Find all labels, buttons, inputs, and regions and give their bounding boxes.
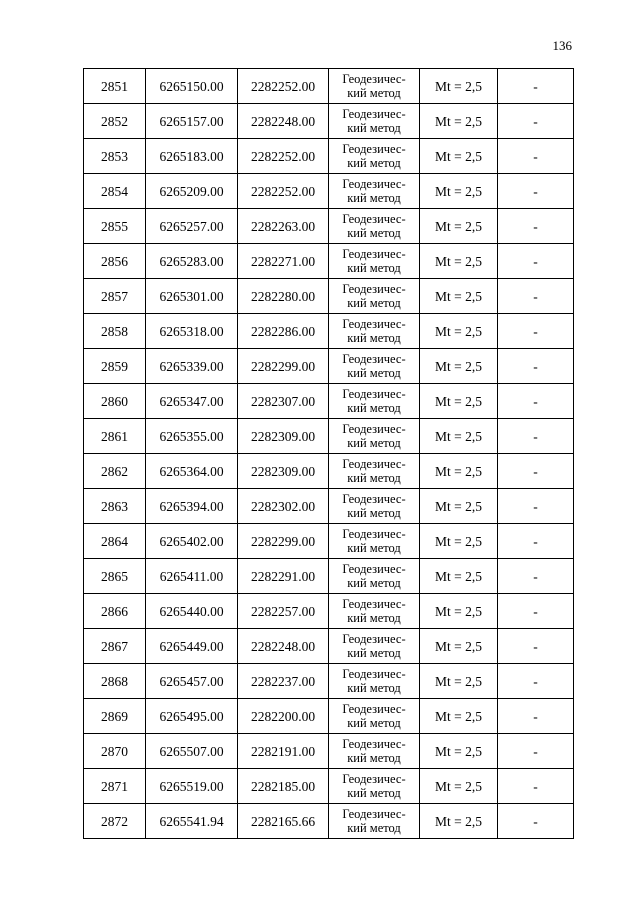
note-cell: - (498, 664, 574, 699)
method-cell (329, 279, 420, 314)
note-cell: - (498, 384, 574, 419)
table-row (84, 734, 574, 769)
y-coordinate-cell: 2282248.00 (238, 629, 329, 664)
table-row (84, 594, 574, 629)
method-text-line-2: кий метод (347, 681, 401, 695)
method-text-line-2: кий метод (347, 436, 401, 450)
accuracy-cell: Mt = 2,5 (420, 104, 498, 139)
method-text-line-1: Геодезичес- (342, 737, 406, 751)
table-row (84, 769, 574, 804)
method-text-line-1: Геодезичес- (342, 597, 406, 611)
y-coordinate-cell: 2282237.00 (238, 664, 329, 699)
accuracy-cell: Mt = 2,5 (420, 524, 498, 559)
table-row (84, 559, 574, 594)
accuracy-cell: Mt = 2,5 (420, 419, 498, 454)
x-coordinate-cell: 6265209.00 (146, 174, 238, 209)
y-coordinate-cell: 2282299.00 (238, 349, 329, 384)
point-number-cell: 2863 (84, 489, 146, 524)
point-number-cell: 2856 (84, 244, 146, 279)
x-coordinate-cell: 6265318.00 (146, 314, 238, 349)
method-text-line-2: кий метод (347, 786, 401, 800)
method-text-line-1: Геодезичес- (342, 177, 406, 191)
accuracy-cell: Mt = 2,5 (420, 174, 498, 209)
method-cell (329, 629, 420, 664)
y-coordinate-cell: 2282299.00 (238, 524, 329, 559)
x-coordinate-cell: 6265157.00 (146, 104, 238, 139)
accuracy-cell: Mt = 2,5 (420, 279, 498, 314)
coordinates-table-body (84, 69, 574, 839)
x-coordinate-cell: 6265257.00 (146, 209, 238, 244)
method-text-line-1: Геодезичес- (342, 562, 406, 576)
point-number-cell: 2861 (84, 419, 146, 454)
method-text-line-2: кий метод (347, 716, 401, 730)
note-cell: - (498, 734, 574, 769)
table-row (84, 489, 574, 524)
note-cell: - (498, 489, 574, 524)
y-coordinate-cell: 2282271.00 (238, 244, 329, 279)
method-cell (329, 104, 420, 139)
accuracy-cell: Mt = 2,5 (420, 349, 498, 384)
y-coordinate-cell: 2282191.00 (238, 734, 329, 769)
method-text-line-1: Геодезичес- (342, 107, 406, 121)
x-coordinate-cell: 6265347.00 (146, 384, 238, 419)
table-row (84, 209, 574, 244)
method-text-line-2: кий метод (347, 576, 401, 590)
table-row (84, 804, 574, 839)
note-cell: - (498, 594, 574, 629)
note-cell: - (498, 629, 574, 664)
point-number-cell: 2867 (84, 629, 146, 664)
table-row (84, 69, 574, 104)
table-row (84, 384, 574, 419)
point-number-cell: 2851 (84, 69, 146, 104)
table-row (84, 664, 574, 699)
note-cell: - (498, 454, 574, 489)
accuracy-cell: Mt = 2,5 (420, 804, 498, 839)
x-coordinate-cell: 6265541.94 (146, 804, 238, 839)
method-cell (329, 314, 420, 349)
method-cell (329, 769, 420, 804)
method-text-line-2: кий метод (347, 401, 401, 415)
table-row (84, 139, 574, 174)
method-cell (329, 454, 420, 489)
y-coordinate-cell: 2282200.00 (238, 699, 329, 734)
y-coordinate-cell: 2282302.00 (238, 489, 329, 524)
point-number-cell: 2866 (84, 594, 146, 629)
x-coordinate-cell: 6265440.00 (146, 594, 238, 629)
note-cell: - (498, 419, 574, 454)
y-coordinate-cell: 2282252.00 (238, 139, 329, 174)
accuracy-cell: Mt = 2,5 (420, 454, 498, 489)
accuracy-cell: Mt = 2,5 (420, 594, 498, 629)
note-cell: - (498, 209, 574, 244)
method-text-line-2: кий метод (347, 751, 401, 765)
note-cell: - (498, 524, 574, 559)
accuracy-cell: Mt = 2,5 (420, 629, 498, 664)
table-row (84, 629, 574, 664)
method-text-line-1: Геодезичес- (342, 457, 406, 471)
method-text-line-1: Геодезичес- (342, 247, 406, 261)
note-cell: - (498, 279, 574, 314)
method-cell (329, 734, 420, 769)
point-number-cell: 2860 (84, 384, 146, 419)
x-coordinate-cell: 6265283.00 (146, 244, 238, 279)
accuracy-cell: Mt = 2,5 (420, 699, 498, 734)
y-coordinate-cell: 2282248.00 (238, 104, 329, 139)
point-number-cell: 2859 (84, 349, 146, 384)
table-row (84, 279, 574, 314)
point-number-cell: 2864 (84, 524, 146, 559)
point-number-cell: 2857 (84, 279, 146, 314)
x-coordinate-cell: 6265495.00 (146, 699, 238, 734)
note-cell: - (498, 104, 574, 139)
method-text-line-2: кий метод (347, 156, 401, 170)
x-coordinate-cell: 6265507.00 (146, 734, 238, 769)
method-text-line-2: кий метод (347, 646, 401, 660)
y-coordinate-cell: 2282252.00 (238, 69, 329, 104)
y-coordinate-cell: 2282291.00 (238, 559, 329, 594)
accuracy-cell: Mt = 2,5 (420, 69, 498, 104)
x-coordinate-cell: 6265183.00 (146, 139, 238, 174)
method-cell (329, 489, 420, 524)
point-number-cell: 2862 (84, 454, 146, 489)
accuracy-cell: Mt = 2,5 (420, 734, 498, 769)
accuracy-cell: Mt = 2,5 (420, 559, 498, 594)
method-cell (329, 174, 420, 209)
point-number-cell: 2855 (84, 209, 146, 244)
method-text-line-2: кий метод (347, 86, 401, 100)
accuracy-cell: Mt = 2,5 (420, 769, 498, 804)
method-cell (329, 209, 420, 244)
method-text-line-1: Геодезичес- (342, 632, 406, 646)
note-cell: - (498, 244, 574, 279)
table-row (84, 349, 574, 384)
method-text-line-1: Геодезичес- (342, 702, 406, 716)
method-text-line-1: Геодезичес- (342, 422, 406, 436)
method-cell (329, 804, 420, 839)
accuracy-cell: Mt = 2,5 (420, 244, 498, 279)
method-text-line-2: кий метод (347, 296, 401, 310)
y-coordinate-cell: 2282309.00 (238, 419, 329, 454)
method-cell (329, 419, 420, 454)
accuracy-cell: Mt = 2,5 (420, 384, 498, 419)
x-coordinate-cell: 6265150.00 (146, 69, 238, 104)
method-cell (329, 349, 420, 384)
y-coordinate-cell: 2282280.00 (238, 279, 329, 314)
point-number-cell: 2854 (84, 174, 146, 209)
point-number-cell: 2852 (84, 104, 146, 139)
accuracy-cell: Mt = 2,5 (420, 209, 498, 244)
table-row (84, 314, 574, 349)
page-number: 136 (552, 38, 572, 53)
method-text-line-2: кий метод (347, 366, 401, 380)
table-row (84, 419, 574, 454)
method-text-line-2: кий метод (347, 191, 401, 205)
x-coordinate-cell: 6265301.00 (146, 279, 238, 314)
method-cell (329, 559, 420, 594)
x-coordinate-cell: 6265402.00 (146, 524, 238, 559)
point-number-cell: 2869 (84, 699, 146, 734)
y-coordinate-cell: 2282307.00 (238, 384, 329, 419)
method-text-line-1: Геодезичес- (342, 72, 406, 86)
table-row (84, 699, 574, 734)
x-coordinate-cell: 6265355.00 (146, 419, 238, 454)
table-row (84, 524, 574, 559)
note-cell: - (498, 349, 574, 384)
y-coordinate-cell: 2282252.00 (238, 174, 329, 209)
x-coordinate-cell: 6265457.00 (146, 664, 238, 699)
y-coordinate-cell: 2282257.00 (238, 594, 329, 629)
point-number-cell: 2853 (84, 139, 146, 174)
y-coordinate-cell: 2282263.00 (238, 209, 329, 244)
method-text-line-2: кий метод (347, 821, 401, 835)
method-cell (329, 664, 420, 699)
note-cell: - (498, 804, 574, 839)
x-coordinate-cell: 6265411.00 (146, 559, 238, 594)
y-coordinate-cell: 2282185.00 (238, 769, 329, 804)
method-text-line-1: Геодезичес- (342, 352, 406, 366)
method-text-line-2: кий метод (347, 226, 401, 240)
method-text-line-1: Геодезичес- (342, 212, 406, 226)
method-text-line-2: кий метод (347, 261, 401, 275)
note-cell: - (498, 69, 574, 104)
accuracy-cell: Mt = 2,5 (420, 664, 498, 699)
note-cell: - (498, 699, 574, 734)
method-cell (329, 524, 420, 559)
method-cell (329, 139, 420, 174)
note-cell: - (498, 769, 574, 804)
point-number-cell: 2865 (84, 559, 146, 594)
y-coordinate-cell: 2282309.00 (238, 454, 329, 489)
x-coordinate-cell: 6265394.00 (146, 489, 238, 524)
y-coordinate-cell: 2282286.00 (238, 314, 329, 349)
method-text-line-1: Геодезичес- (342, 317, 406, 331)
method-text-line-1: Геодезичес- (342, 387, 406, 401)
point-number-cell: 2858 (84, 314, 146, 349)
point-number-cell: 2870 (84, 734, 146, 769)
method-text-line-2: кий метод (347, 611, 401, 625)
method-text-line-2: кий метод (347, 541, 401, 555)
y-coordinate-cell: 2282165.66 (238, 804, 329, 839)
method-text-line-1: Геодезичес- (342, 142, 406, 156)
accuracy-cell: Mt = 2,5 (420, 314, 498, 349)
note-cell: - (498, 139, 574, 174)
x-coordinate-cell: 6265339.00 (146, 349, 238, 384)
point-number-cell: 2872 (84, 804, 146, 839)
method-cell (329, 594, 420, 629)
table-row (84, 174, 574, 209)
coordinates-table (83, 68, 574, 839)
point-number-cell: 2868 (84, 664, 146, 699)
accuracy-cell: Mt = 2,5 (420, 139, 498, 174)
table-row (84, 104, 574, 139)
method-text-line-1: Геодезичес- (342, 667, 406, 681)
note-cell: - (498, 174, 574, 209)
method-cell (329, 69, 420, 104)
method-text-line-1: Геодезичес- (342, 807, 406, 821)
method-cell (329, 699, 420, 734)
table-row (84, 244, 574, 279)
x-coordinate-cell: 6265519.00 (146, 769, 238, 804)
method-text-line-1: Геодезичес- (342, 282, 406, 296)
method-cell (329, 244, 420, 279)
accuracy-cell: Mt = 2,5 (420, 489, 498, 524)
point-number-cell: 2871 (84, 769, 146, 804)
table-row (84, 454, 574, 489)
method-text-line-2: кий метод (347, 506, 401, 520)
note-cell: - (498, 314, 574, 349)
x-coordinate-cell: 6265449.00 (146, 629, 238, 664)
note-cell: - (498, 559, 574, 594)
method-text-line-2: кий метод (347, 471, 401, 485)
method-cell (329, 384, 420, 419)
method-text-line-2: кий метод (347, 331, 401, 345)
method-text-line-2: кий метод (347, 121, 401, 135)
method-text-line-1: Геодезичес- (342, 492, 406, 506)
method-text-line-1: Геодезичес- (342, 527, 406, 541)
x-coordinate-cell: 6265364.00 (146, 454, 238, 489)
method-text-line-1: Геодезичес- (342, 772, 406, 786)
